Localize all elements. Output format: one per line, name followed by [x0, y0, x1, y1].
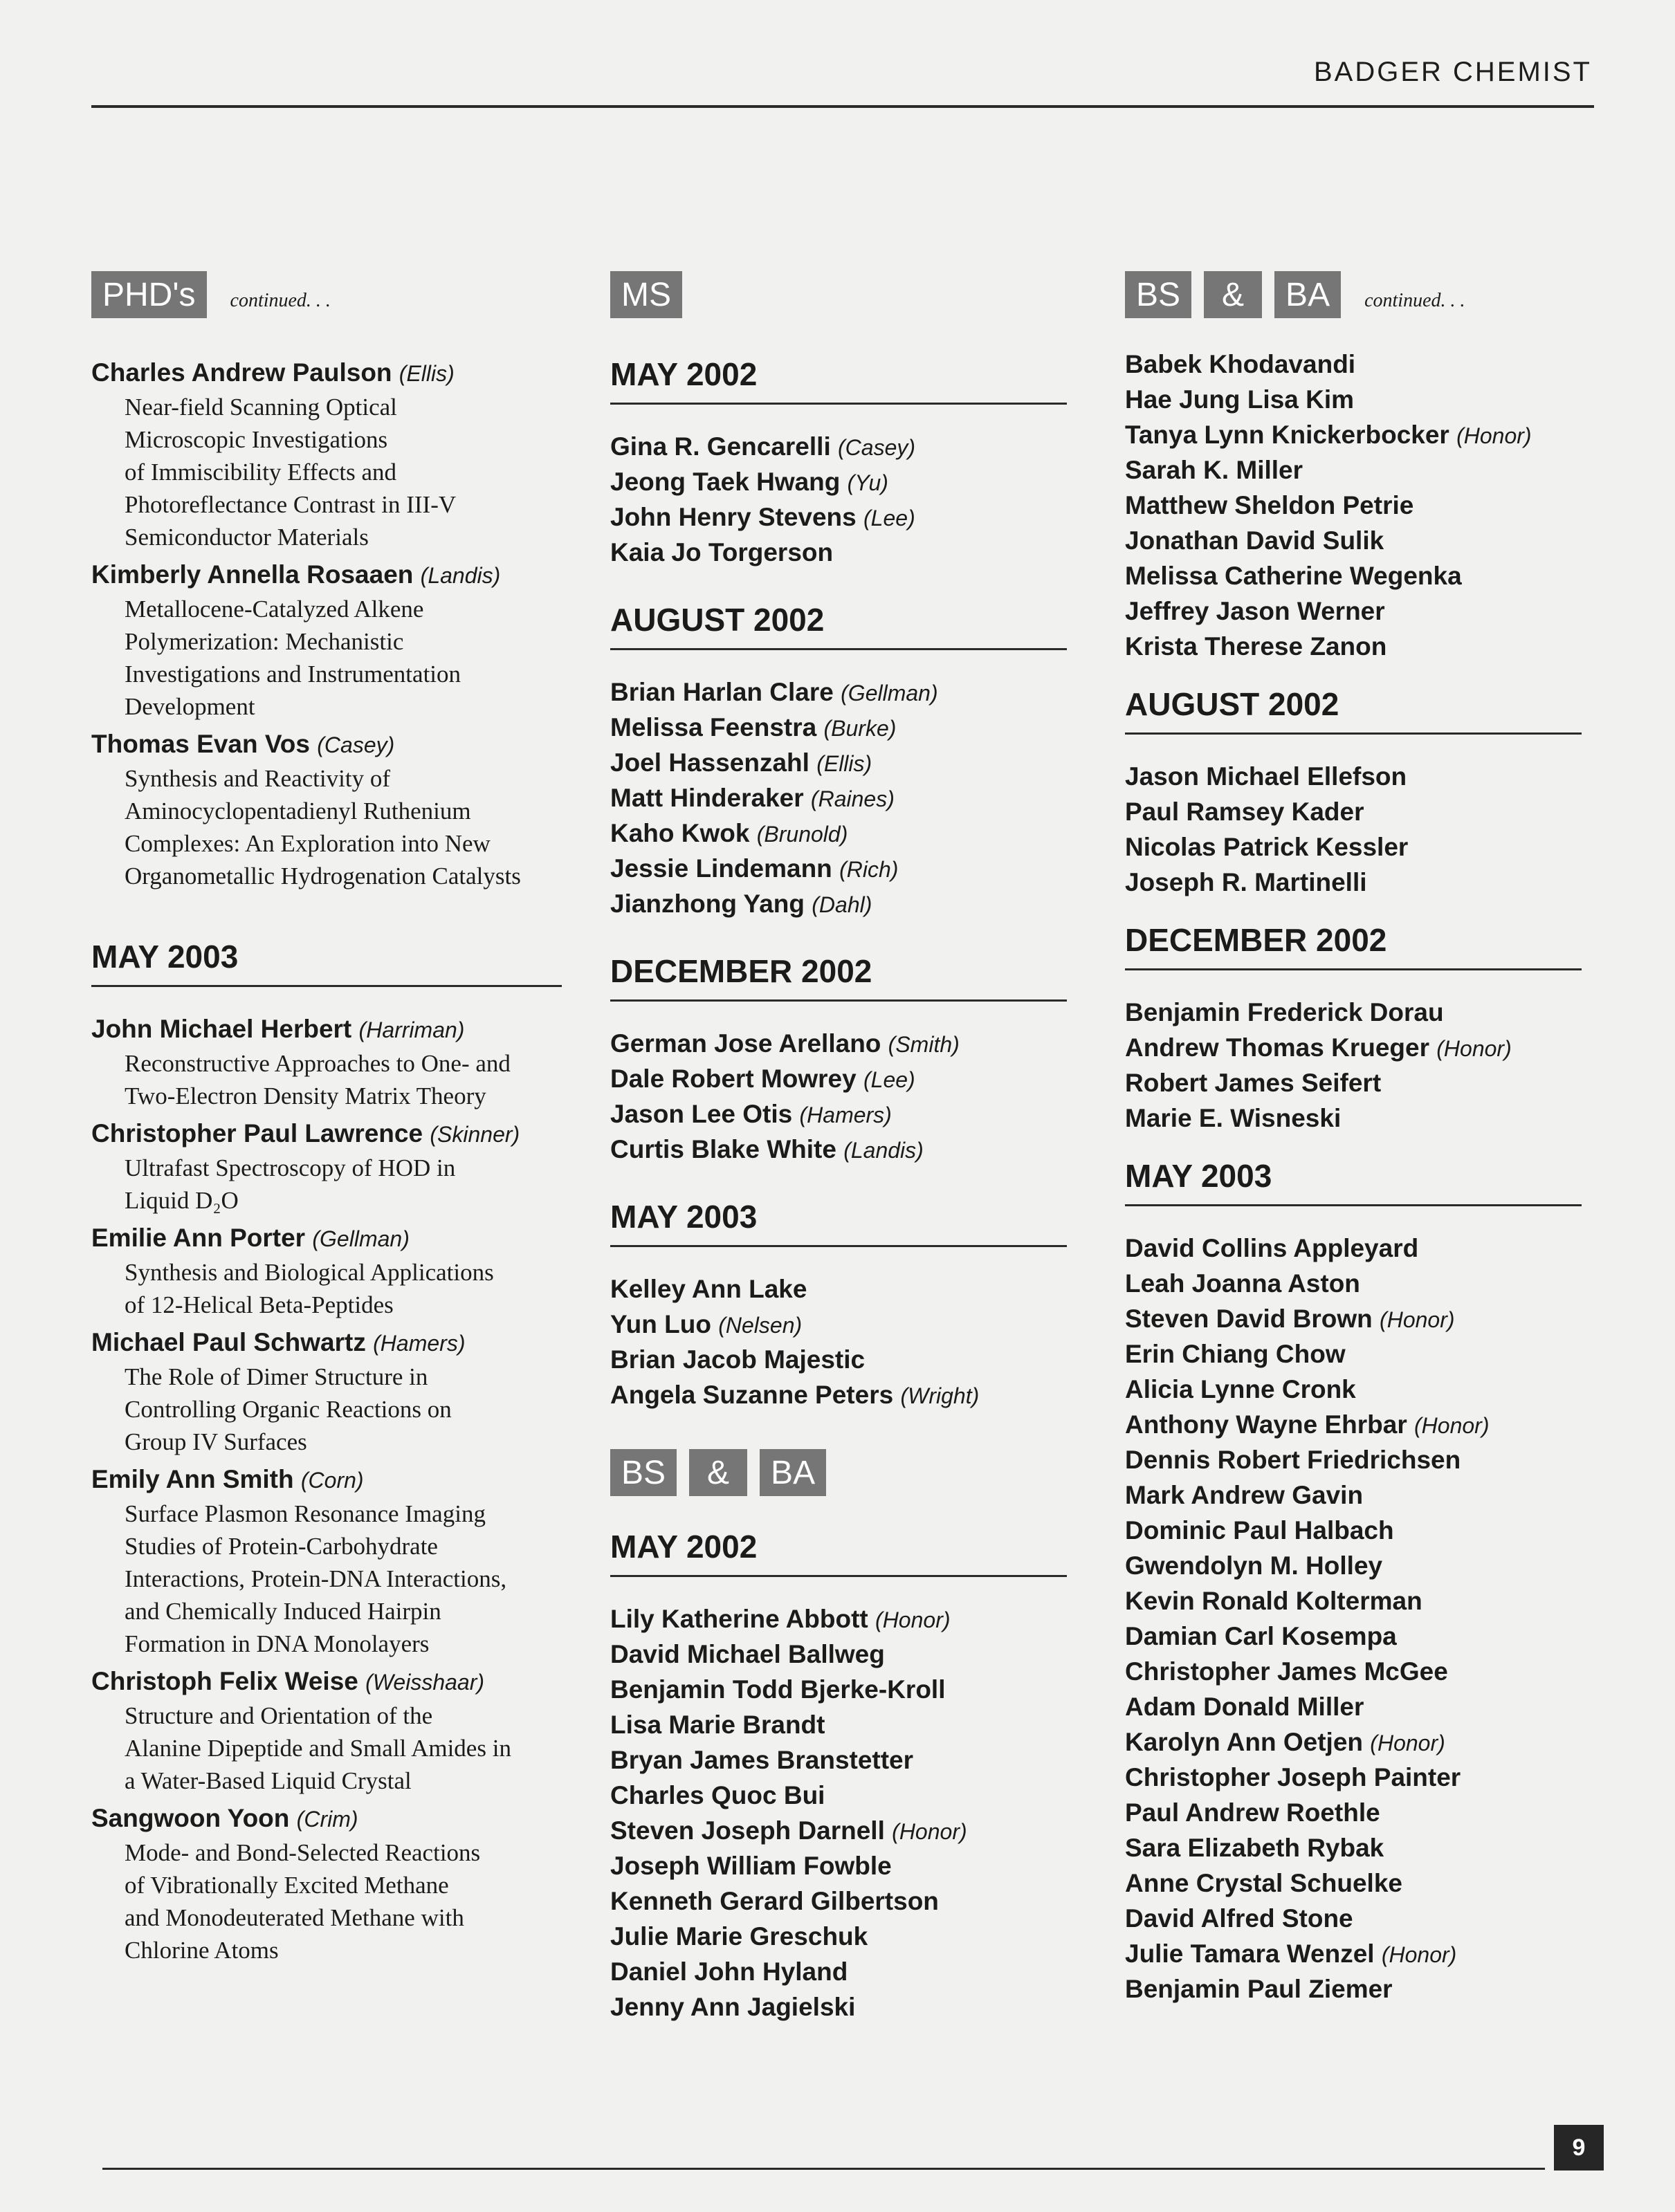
person-name-row	[91, 557, 589, 593]
person-name-row	[610, 500, 1081, 535]
person-name-row	[1125, 995, 1609, 1031]
person-name: Bryan James Branstetter	[610, 1746, 914, 1774]
person-name: Jianzhong Yang	[610, 890, 805, 918]
advisor-note: (Lee)	[863, 506, 915, 531]
person-name: Joseph William Fowble	[610, 1852, 892, 1880]
person-name-row	[610, 1849, 1081, 1884]
person-name: Jeffrey Jason Werner	[1125, 597, 1385, 625]
person-name-row	[1125, 1937, 1609, 1972]
column-bsba	[1125, 270, 1609, 2007]
section-heading: MAY 2002	[610, 356, 1067, 405]
person-name-row	[91, 1325, 589, 1361]
section-heading: MAY 2003	[1125, 1157, 1582, 1206]
phd-entry	[91, 727, 589, 892]
person-name: Andrew Thomas Krueger	[1125, 1033, 1429, 1062]
page-header-title: BADGER CHEMIST	[1313, 57, 1592, 87]
person-name: Kaia Jo Torgerson	[610, 538, 834, 566]
degree-tag: BS	[610, 1449, 677, 1496]
person-name-row	[1125, 865, 1609, 901]
thesis-line: of Immiscibility Effects and	[125, 459, 397, 486]
thesis-title	[91, 593, 589, 723]
person-name: Joel Hassenzahl	[610, 748, 809, 777]
thesis-title	[91, 1152, 589, 1217]
person-name-row	[1125, 1690, 1609, 1725]
person-name: German Jose Arellano	[610, 1029, 881, 1058]
person-name: Kimberly Annella Rosaaen	[91, 560, 414, 589]
advisor-note: (Raines)	[810, 786, 895, 811]
thesis-line: The Role of Dimer Structure in	[125, 1363, 428, 1390]
thesis-line: Aminocyclopentadienyl Ruthenium	[125, 798, 471, 824]
thesis-line: Structure and Orientation of the	[125, 1702, 433, 1729]
person-name: Gwendolyn M. Holley	[1125, 1551, 1383, 1580]
person-name: Hae Jung Lisa Kim	[1125, 385, 1355, 414]
phd-entry	[91, 1221, 589, 1321]
person-name-row	[1125, 1655, 1609, 1690]
thesis-line: Studies of Protein-Carbohydrate	[125, 1533, 438, 1560]
thesis-line: Mode- and Bond-Selected Reactions	[125, 1839, 481, 1866]
person-name-row	[1125, 524, 1609, 559]
person-name: David Michael Ballweg	[610, 1640, 885, 1668]
person-name-row	[610, 1637, 1081, 1672]
person-name: Jessie Lindemann	[610, 854, 832, 883]
person-name: Matthew Sheldon Petrie	[1125, 491, 1414, 519]
advisor-note: (Honor)	[1414, 1413, 1490, 1438]
person-name: Damian Carl Kosempa	[1125, 1622, 1397, 1650]
thesis-line: Complexes: An Exploration into New	[125, 830, 491, 857]
person-name-row	[1125, 559, 1609, 594]
person-name-row	[91, 727, 589, 762]
person-name-row	[1125, 347, 1609, 383]
section-heading: AUGUST 2002	[1125, 685, 1582, 735]
person-name-row	[1125, 1372, 1609, 1408]
advisor-note: (Corn)	[300, 1468, 364, 1493]
advisor-note: (Crim)	[296, 1807, 358, 1832]
thesis-title	[91, 1699, 589, 1797]
person-name: Kaho Kwok	[610, 819, 750, 847]
person-name: Curtis Blake White	[610, 1135, 836, 1163]
degree-tag: &	[689, 1449, 747, 1496]
person-name-row	[1125, 629, 1609, 665]
person-name: David Alfred Stone	[1125, 1904, 1353, 1933]
advisor-note: (Ellis)	[399, 361, 455, 386]
person-name: Joseph R. Martinelli	[1125, 868, 1367, 896]
person-name: Paul Ramsey Kader	[1125, 798, 1364, 826]
thesis-line: Organometallic Hydrogenation Catalysts	[125, 863, 521, 890]
thesis-line: Formation in DNA Monolayers	[125, 1630, 430, 1657]
person-name: Sara Elizabeth Rybak	[1125, 1834, 1384, 1862]
person-name: Robert James Seifert	[1125, 1069, 1382, 1097]
person-name-row	[1125, 1443, 1609, 1478]
advisor-note: (Dahl)	[812, 892, 872, 917]
person-name-row	[610, 851, 1081, 887]
person-name: Lisa Marie Brandt	[610, 1711, 825, 1739]
phd-entry	[91, 1116, 589, 1217]
person-name: Benjamin Frederick Dorau	[1125, 998, 1444, 1026]
advisor-note: (Rich)	[839, 857, 899, 882]
person-name-row	[610, 1602, 1081, 1637]
person-name-row	[91, 356, 589, 391]
person-name: Benjamin Paul Ziemer	[1125, 1975, 1393, 2003]
advisor-note: (Honor)	[1370, 1731, 1445, 1755]
thesis-line: of 12-Helical Beta-Peptides	[125, 1291, 394, 1318]
person-name-row	[610, 1708, 1081, 1743]
thesis-line: Semiconductor Materials	[125, 524, 369, 551]
advisor-note: (Nelsen)	[718, 1313, 803, 1338]
thesis-line: and Monodeuterated Methane with	[125, 1904, 464, 1931]
footer-rule	[102, 2168, 1545, 2170]
thesis-line: of Vibrationally Excited Methane	[125, 1872, 449, 1899]
person-name-row	[610, 1672, 1081, 1708]
person-name: Julie Marie Greschuk	[610, 1922, 868, 1951]
advisor-note: (Honor)	[1436, 1036, 1512, 1061]
person-name: Kevin Ronald Kolterman	[1125, 1587, 1422, 1615]
person-name-row	[1125, 453, 1609, 488]
advisor-note: (Burke)	[823, 716, 897, 741]
advisor-note: (Hamers)	[799, 1103, 892, 1127]
person-name: Anthony Wayne Ehrbar	[1125, 1410, 1407, 1439]
person-name: Steven David Brown	[1125, 1305, 1373, 1333]
advisor-note: (Landis)	[843, 1138, 924, 1163]
thesis-line: Group IV Surfaces	[125, 1428, 307, 1455]
person-name-row	[91, 1801, 589, 1836]
person-name-row	[610, 1062, 1081, 1097]
degree-tag: BA	[1274, 271, 1341, 318]
thesis-line: Reconstructive Approaches to One- and	[125, 1050, 511, 1077]
advisor-note: (Honor)	[1456, 423, 1532, 448]
continued-note: continued. . .	[230, 290, 331, 311]
person-name: Angela Suzanne Peters	[610, 1381, 894, 1409]
advisor-note: (Lee)	[863, 1067, 915, 1092]
person-name-row	[1125, 1031, 1609, 1066]
advisor-note: (Gellman)	[312, 1226, 410, 1251]
person-name-row	[1125, 1725, 1609, 1760]
person-name-row	[1125, 1408, 1609, 1443]
person-name: Alicia Lynne Cronk	[1125, 1375, 1356, 1403]
person-name-row	[91, 1116, 589, 1152]
continued-note: continued. . .	[1364, 290, 1465, 311]
degree-tag-row	[91, 270, 589, 320]
person-name: Jonathan David Sulik	[1125, 526, 1384, 555]
thesis-line: and Chemically Induced Hairpin	[125, 1598, 441, 1625]
person-name: Emily Ann Smith	[91, 1465, 294, 1493]
person-name: Christoph Felix Weise	[91, 1667, 358, 1695]
person-name-row	[610, 1272, 1081, 1307]
thesis-line: a Water-Based Liquid Crystal	[125, 1767, 412, 1794]
section-heading: AUGUST 2002	[610, 601, 1067, 650]
person-name-row	[91, 1462, 589, 1497]
person-name: Charles Andrew Paulson	[91, 358, 392, 387]
page-number: 9	[1554, 2125, 1604, 2170]
person-name: Kelley Ann Lake	[610, 1275, 807, 1303]
person-name: Michael Paul Schwartz	[91, 1328, 366, 1356]
person-name-row	[1125, 1513, 1609, 1549]
phd-entry	[91, 557, 589, 723]
person-name-row	[1125, 383, 1609, 418]
advisor-note: (Casey)	[838, 435, 916, 460]
person-name-row	[610, 887, 1081, 922]
thesis-line: Synthesis and Reactivity of	[125, 765, 390, 792]
person-name: Karolyn Ann Oetjen	[1125, 1728, 1364, 1756]
thesis-line: Microscopic Investigations	[125, 426, 388, 453]
person-name-row	[1125, 1478, 1609, 1513]
advisor-note: (Smith)	[888, 1032, 960, 1057]
phd-entry	[91, 1462, 589, 1660]
person-name: Brian Harlan Clare	[610, 678, 834, 706]
column-ms	[610, 270, 1081, 2025]
thesis-line: Polymerization: Mechanistic	[125, 628, 404, 655]
person-name: Kenneth Gerard Gilbertson	[610, 1887, 939, 1915]
person-name-row	[1125, 1101, 1609, 1136]
phd-entry	[91, 356, 589, 553]
thesis-title	[91, 1836, 589, 1966]
person-name: Thomas Evan Vos	[91, 730, 310, 758]
thesis-line: Surface Plasmon Resonance Imaging	[125, 1500, 486, 1527]
person-name-row	[610, 1132, 1081, 1168]
person-name-row	[610, 675, 1081, 710]
person-name-row	[1125, 1584, 1609, 1619]
phd-entry	[91, 1664, 589, 1797]
advisor-note: (Yu)	[847, 470, 888, 495]
degree-tag-row	[610, 270, 1081, 320]
thesis-line: Synthesis and Biological Applications	[125, 1259, 494, 1286]
phd-entry	[91, 1012, 589, 1112]
thesis-line: Photoreflectance Contrast in III-V	[125, 491, 457, 518]
phd-entry	[91, 1325, 589, 1458]
person-name: Jenny Ann Jagielski	[610, 1993, 856, 2021]
person-name-row	[610, 1343, 1081, 1378]
advisor-note: (Weisshaar)	[365, 1670, 485, 1695]
person-name: Brian Jacob Majestic	[610, 1345, 866, 1374]
person-name: John Henry Stevens	[610, 503, 857, 531]
person-name-row	[1125, 1760, 1609, 1796]
advisor-note: (Honor)	[875, 1607, 951, 1632]
person-name-row	[1125, 830, 1609, 865]
degree-tag: &	[1204, 271, 1262, 318]
person-name: Anne Crystal Schuelke	[1125, 1869, 1402, 1897]
column-phd	[91, 270, 589, 1971]
degree-tag: PHD's	[91, 271, 207, 318]
advisor-note: (Harriman)	[358, 1017, 465, 1042]
thesis-line: Alanine Dipeptide and Small Amides in	[125, 1735, 511, 1762]
thesis-line: Interactions, Protein-DNA Interactions,	[125, 1565, 507, 1592]
person-name: Charles Quoc Bui	[610, 1781, 825, 1809]
person-name-row	[1125, 1866, 1609, 1901]
person-name: Marie E. Wisneski	[1125, 1104, 1342, 1132]
person-name: Babek Khodavandi	[1125, 350, 1356, 378]
person-name: Dominic Paul Halbach	[1125, 1516, 1394, 1545]
person-name-row	[610, 816, 1081, 851]
person-name-row	[1125, 1796, 1609, 1831]
person-name-row	[1125, 418, 1609, 453]
degree-tag: MS	[610, 271, 682, 318]
advisor-note: (Honor)	[892, 1819, 967, 1844]
person-name: Mark Andrew Gavin	[1125, 1481, 1364, 1509]
header-rule	[91, 105, 1594, 108]
person-name: Dale Robert Mowrey	[610, 1064, 857, 1093]
thesis-title	[91, 762, 589, 892]
person-name-row	[1125, 795, 1609, 830]
person-name-row	[91, 1664, 589, 1699]
person-name: Daniel John Hyland	[610, 1957, 848, 1986]
person-name-row	[610, 535, 1081, 571]
person-name: Christopher Joseph Painter	[1125, 1763, 1461, 1791]
person-name-row	[610, 1884, 1081, 1919]
person-name-row	[610, 746, 1081, 781]
person-name: Melissa Catherine Wegenka	[1125, 562, 1462, 590]
person-name: Adam Donald Miller	[1125, 1693, 1364, 1721]
person-name: Sarah K. Miller	[1125, 456, 1303, 484]
person-name: Christopher James McGee	[1125, 1657, 1448, 1686]
person-name-row	[1125, 1619, 1609, 1655]
person-name-row	[610, 1307, 1081, 1343]
thesis-line: Controlling Organic Reactions on	[125, 1396, 452, 1423]
person-name-row	[1125, 1901, 1609, 1937]
advisor-note: (Ellis)	[816, 751, 872, 776]
person-name-row	[610, 1097, 1081, 1132]
thesis-line: Liquid D₂O	[125, 1187, 239, 1214]
person-name-row	[1125, 1337, 1609, 1372]
advisor-note: (Hamers)	[373, 1331, 466, 1356]
thesis-line: Development	[125, 693, 255, 720]
person-name: Dennis Robert Friedrichsen	[1125, 1446, 1461, 1474]
advisor-note: (Brunold)	[756, 822, 848, 847]
person-name-row	[610, 781, 1081, 816]
person-name: Paul Andrew Roethle	[1125, 1798, 1380, 1827]
person-name-row	[91, 1221, 589, 1256]
person-name: David Collins Appleyard	[1125, 1234, 1419, 1262]
degree-tag: BA	[760, 1449, 826, 1496]
thesis-title	[91, 1047, 589, 1112]
advisor-note: (Honor)	[1380, 1307, 1455, 1332]
person-name-row	[1125, 1231, 1609, 1266]
section-heading: MAY 2003	[91, 938, 562, 987]
person-name: Emilie Ann Porter	[91, 1224, 306, 1252]
thesis-line: Two-Electron Density Matrix Theory	[125, 1082, 486, 1109]
advisor-note: (Honor)	[1381, 1942, 1457, 1967]
person-name: Melissa Feenstra	[610, 713, 817, 741]
degree-tag-row	[610, 1448, 1081, 1497]
thesis-line: Chlorine Atoms	[125, 1937, 279, 1964]
person-name: Leah Joanna Aston	[1125, 1269, 1360, 1298]
person-name: Julie Tamara Wenzel	[1125, 1939, 1375, 1968]
person-name-row	[1125, 594, 1609, 629]
thesis-title	[91, 1497, 589, 1660]
degree-tag: BS	[1125, 271, 1191, 318]
person-name: Jason Lee Otis	[610, 1100, 793, 1128]
person-name: John Michael Herbert	[91, 1015, 352, 1043]
person-name-row	[1125, 1302, 1609, 1337]
person-name: Christopher Paul Lawrence	[91, 1119, 423, 1148]
person-name-row	[610, 1955, 1081, 1990]
thesis-title	[91, 1361, 589, 1458]
person-name-row	[1125, 488, 1609, 524]
person-name-row	[610, 1990, 1081, 2025]
person-name-row	[610, 1378, 1081, 1413]
advisor-note: (Skinner)	[430, 1122, 520, 1147]
person-name: Yun Luo	[610, 1310, 711, 1338]
section-heading: MAY 2003	[610, 1198, 1067, 1247]
thesis-line: Metallocene-Catalyzed Alkene	[125, 596, 424, 623]
person-name: Tanya Lynn Knickerbocker	[1125, 421, 1449, 449]
thesis-line: Ultrafast Spectroscopy of HOD in	[125, 1154, 456, 1181]
person-name-row	[610, 1026, 1081, 1062]
advisor-note: (Gellman)	[841, 681, 938, 706]
person-name: Lily Katherine Abbott	[610, 1605, 868, 1633]
degree-tag-row	[1125, 270, 1609, 320]
person-name-row	[610, 1778, 1081, 1814]
person-name-row	[1125, 1972, 1609, 2007]
thesis-line: Investigations and Instrumentation	[125, 661, 461, 688]
person-name-row	[610, 1814, 1081, 1849]
person-name: Krista Therese Zanon	[1125, 632, 1387, 661]
advisor-note: (Landis)	[420, 563, 501, 588]
person-name-row	[1125, 1549, 1609, 1584]
person-name: Jeong Taek Hwang	[610, 468, 841, 496]
thesis-title	[91, 391, 589, 553]
thesis-line: Near-field Scanning Optical	[125, 394, 397, 421]
person-name: Matt Hinderaker	[610, 784, 804, 812]
person-name-row	[610, 430, 1081, 465]
person-name: Gina R. Gencarelli	[610, 432, 831, 461]
section-heading: MAY 2002	[610, 1528, 1067, 1577]
person-name-row	[1125, 1066, 1609, 1101]
person-name: Sangwoon Yoon	[91, 1804, 290, 1832]
person-name: Erin Chiang Chow	[1125, 1340, 1346, 1368]
person-name: Jason Michael Ellefson	[1125, 762, 1407, 791]
person-name-row	[1125, 1831, 1609, 1866]
section-heading: DECEMBER 2002	[610, 952, 1067, 1002]
person-name-row	[91, 1012, 589, 1047]
person-name-row	[1125, 759, 1609, 795]
person-name-row	[1125, 1266, 1609, 1302]
person-name: Steven Joseph Darnell	[610, 1816, 885, 1845]
advisor-note: (Wright)	[900, 1383, 980, 1408]
person-name: Nicolas Patrick Kessler	[1125, 833, 1409, 861]
advisor-note: (Casey)	[317, 732, 395, 757]
phd-entry	[91, 1801, 589, 1966]
person-name-row	[610, 1743, 1081, 1778]
section-heading: DECEMBER 2002	[1125, 921, 1582, 970]
person-name-row	[610, 465, 1081, 500]
person-name-row	[610, 1919, 1081, 1955]
thesis-title	[91, 1256, 589, 1321]
person-name-row	[610, 710, 1081, 746]
person-name: Benjamin Todd Bjerke-Kroll	[610, 1675, 946, 1704]
